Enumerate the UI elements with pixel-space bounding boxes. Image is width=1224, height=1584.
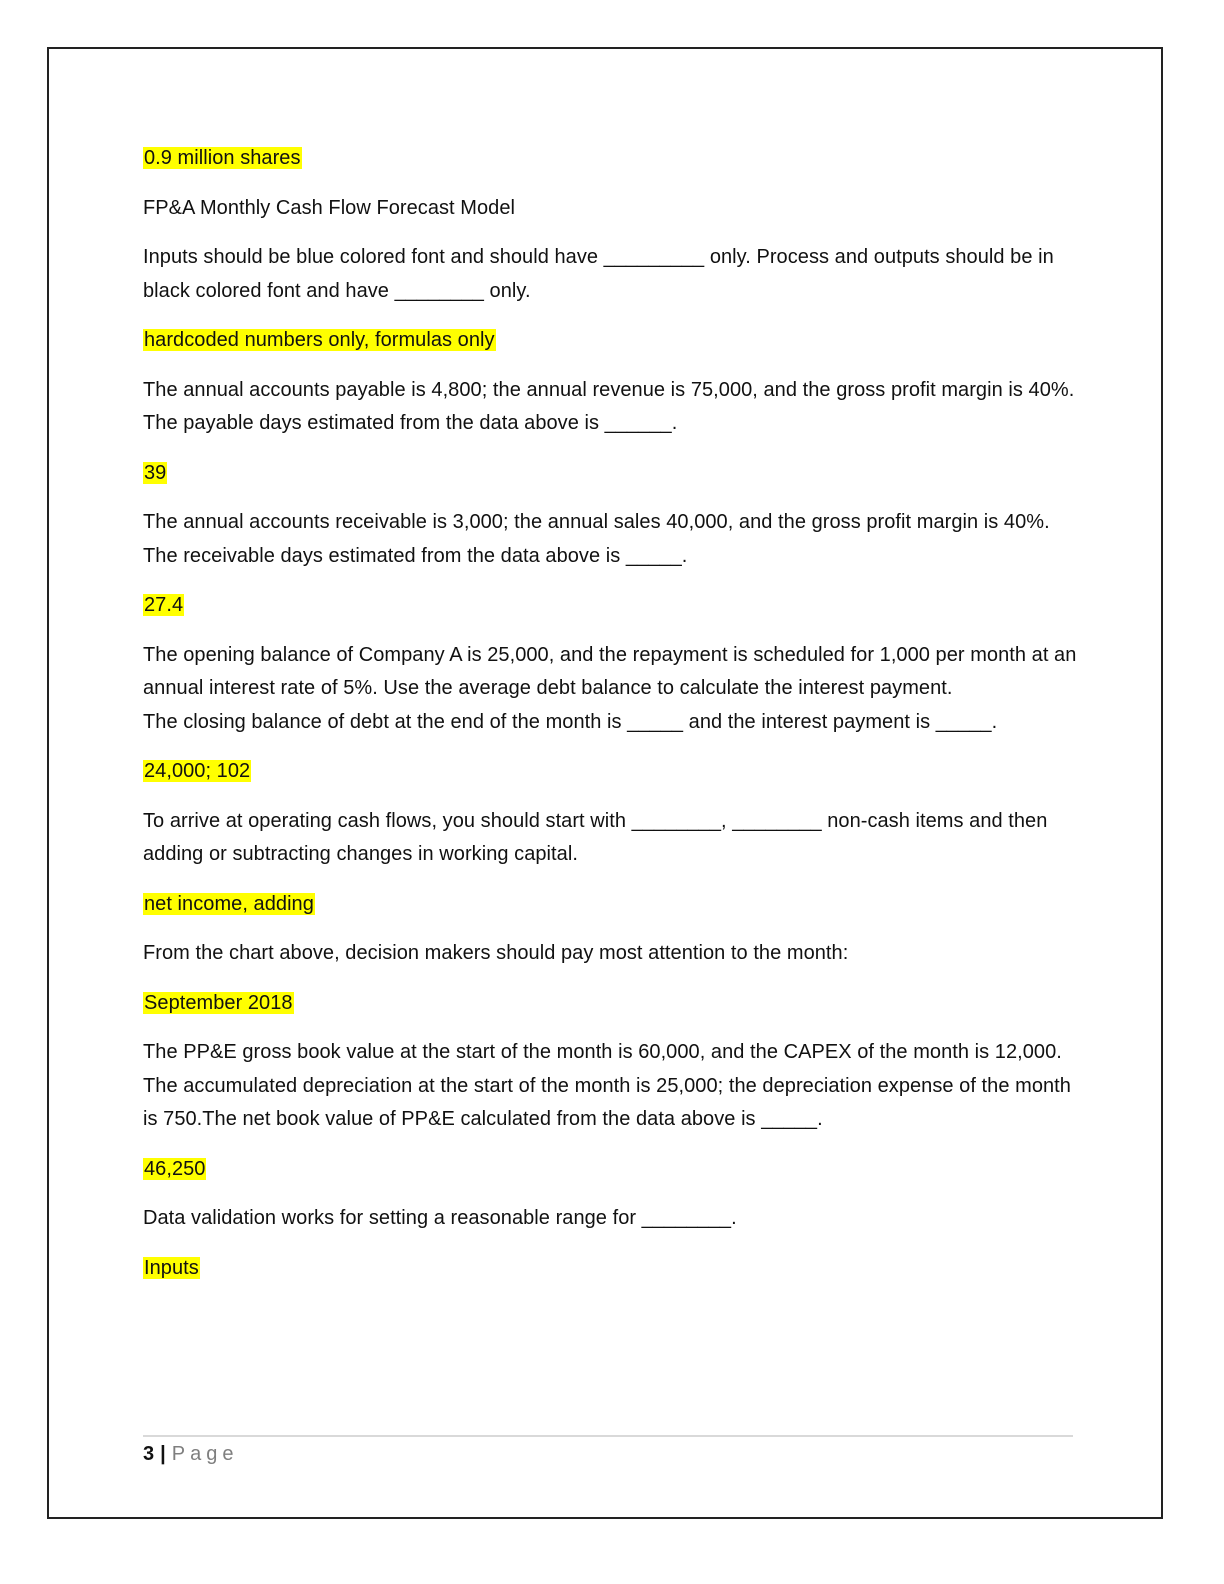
question-10: To arrive at operating cash flows, you should start with ________, ________ non-cash items and then adding or subtracting changes in working capital.: [143, 809, 1048, 865]
question-14: The PP&E gross book value at the start of the month is 60,000, and the CAPEX of the month is 12,000. The accumulated depreciation at the start of the month is 25,000; the depreciation expense of the month is 750.The net book value of PP&E calculated from the data above is _____.: [143, 1041, 1071, 1130]
answer-highlight: net income, adding: [144, 892, 314, 915]
document-body: [143, 142, 1078, 1301]
page-label: Page: [171, 1443, 239, 1465]
page-footer: [143, 1440, 238, 1468]
answer-highlight: September 2018: [144, 991, 293, 1014]
answer-highlight: hardcoded numbers only, formulas only: [144, 329, 495, 351]
answer-highlight: 46,250: [144, 1157, 206, 1180]
answer-highlight: Inputs: [144, 1256, 199, 1279]
question-16: Data validation works for setting a reasonable range for ________.: [143, 1207, 737, 1229]
answer-0: [143, 142, 1078, 176]
answer-3: [143, 324, 1078, 358]
answer-15: [143, 1153, 1078, 1187]
answer-highlight: 24,000; 102: [144, 760, 251, 782]
answer-9: [143, 755, 1078, 789]
answer-13: [143, 987, 1078, 1021]
question-6: The annual accounts receivable is 3,000; the annual sales 40,000, and the gross profit margin is 40%. The receivable days estimated from the data above is _____.: [143, 511, 1050, 567]
page-number: 3: [143, 1443, 155, 1465]
answer-17: [143, 1252, 1078, 1286]
question-1: FP&A Monthly Cash Flow Forecast Model: [143, 196, 515, 219]
footer-divider: [143, 1435, 1073, 1437]
answer-5: [143, 457, 1078, 491]
question-12: From the chart above, decision makers should pay most attention to the month:: [143, 942, 849, 964]
answer-highlight: 0.9 million shares: [144, 147, 301, 169]
question-8: The opening balance of Company A is 25,000, and the repayment is scheduled for 1,000 per month at an annual interest rate of 5%. Use the average debt balance to calculate the interest payment. The closing balance of debt at the end of the month is _____ and the interest payment is _____.: [143, 643, 1077, 733]
question-2: Inputs should be blue colored font and should have _________ only. Process and outputs should be in black colored font and have ________ only.: [143, 246, 1054, 302]
question-4: The annual accounts payable is 4,800; the annual revenue is 75,000, and the gross profit margin is 40%. The payable days estimated from the data above is ______.: [143, 378, 1075, 434]
answer-7: [143, 589, 1078, 623]
answer-11: [143, 888, 1078, 922]
answer-highlight: 27.4: [144, 594, 184, 616]
footer-separator: |: [160, 1443, 166, 1465]
answer-highlight: 39: [144, 461, 167, 484]
